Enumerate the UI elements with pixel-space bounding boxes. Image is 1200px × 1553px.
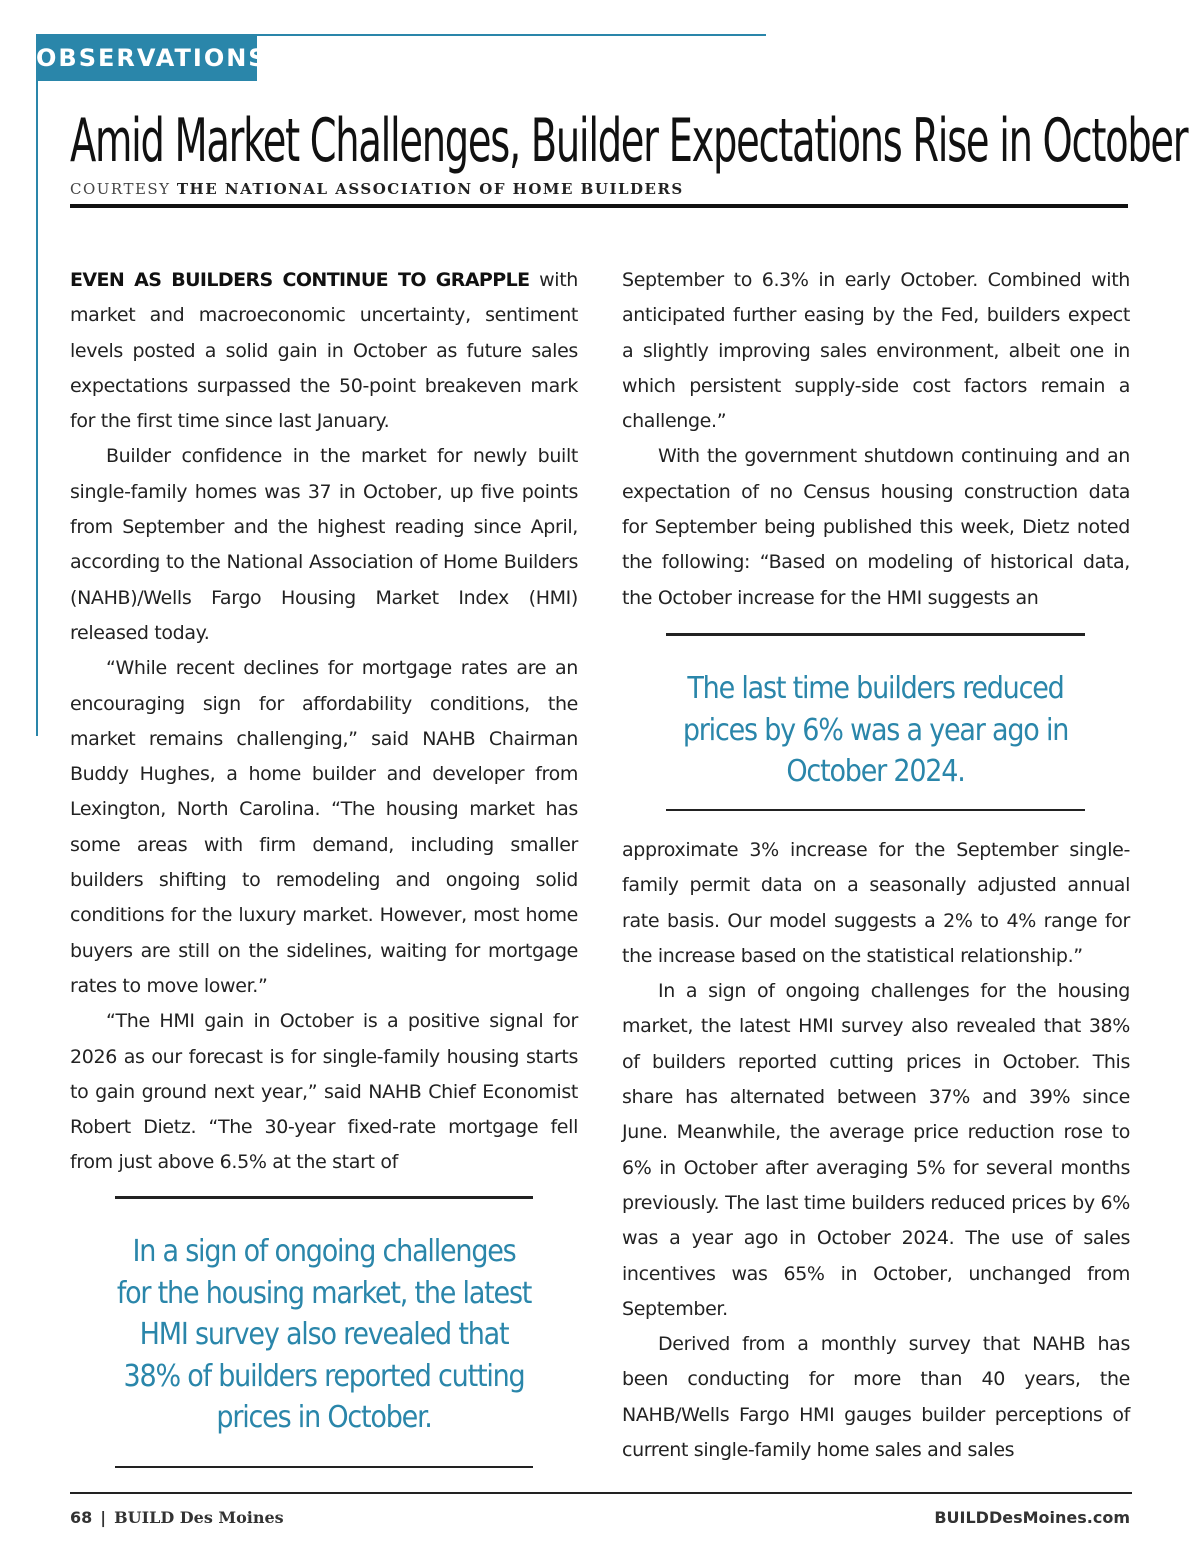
- pull-quote-right: [666, 633, 1085, 811]
- body-paragraph: Builder confidence in the market for newly built single-family homes was 37 in October, up five points from September and the highest reading since April, according to the National Association of Home Builders (NAHB)/Wells Fargo Housing Market Index (HMI) released today.: [70, 445, 578, 644]
- body-paragraph: With the government shutdown continuing and an expectation of no Census housing construction data for September being published this week, Dietz noted the following: “Based on modeling of historical data, the October increase for the HMI suggests an: [622, 445, 1130, 609]
- left-column: [70, 263, 578, 1181]
- side-accent-rule: [36, 34, 38, 736]
- pull-quote-line: 38% of builders reported cutting: [123, 1358, 525, 1394]
- publication-name: BUILD Des Moines: [114, 1508, 284, 1527]
- right-column-bottom: [622, 833, 1130, 1468]
- body-paragraph: approximate 3% increase for the September single-family permit data on a seasonally adjusted annual rate basis. Our model suggests a 2% to 4% range for the increase based on the statistical relationship.”: [622, 839, 1130, 967]
- pull-quote-text: [115, 1231, 533, 1439]
- pull-quote-line: The last time builders reduced: [687, 671, 1064, 706]
- pull-quote-top-rule: [115, 1196, 533, 1199]
- pull-quote-left: [115, 1196, 533, 1468]
- credit-line: [70, 180, 684, 198]
- footer-website: BUILDDesMoines.com: [934, 1508, 1130, 1527]
- pull-quote-bottom-rule: [115, 1466, 533, 1468]
- footer-separator: |: [100, 1508, 107, 1527]
- body-paragraph: “The HMI gain in October is a positive signal for 2026 as our forecast is for single-family housing starts to gain ground next year,” said NAHB Chief Economist Robert Dietz. “The 30-year fixed-rate mortgage fell from just above 6.5% at the start of: [70, 1010, 578, 1174]
- pull-quote-line: HMI survey also revealed that: [139, 1317, 509, 1352]
- body-paragraph: “While recent declines for mortgage rates are an encouraging sign for affordability conditions, the market remains challenging,” said NAHB Chairman Buddy Hughes, a home builder and developer from Lexington, North Carolina. “The housing market has some areas with firm demand, including smaller builders shifting to remodeling and ongoing solid conditions for the luxury market. However, most home buyers are still on the sidelines, waiting for mortgage rates to move lower.”: [70, 657, 578, 997]
- pull-quote-top-rule: [666, 633, 1085, 636]
- headline: Amid Market Challenges, Builder Expectations Rise in October: [70, 106, 1188, 176]
- pull-quote-text: [666, 668, 1085, 793]
- pull-quote-line: In a sign of ongoing challenges: [132, 1234, 516, 1269]
- page-number: 68: [70, 1508, 93, 1527]
- body-paragraph: September to 6.3% in early October. Combined with anticipated further easing by the Fed, builders expect a slightly improving sales environment, albeit one in which persistent supply-side cost factors remain a challenge.”: [622, 269, 1130, 433]
- lead-in: EVEN AS BUILDERS CONTINUE TO GRAPPLE: [70, 269, 530, 291]
- body-paragraph: [70, 263, 578, 439]
- credit-prefix: COURTESY: [70, 180, 171, 198]
- pull-quote-bottom-rule: [666, 809, 1085, 811]
- right-column-top: [622, 263, 1130, 616]
- body-paragraph: Derived from a monthly survey that NAHB has been conducting for more than 40 years, the NAHB/Wells Fargo HMI gauges builder perceptions of current single-family home sales and sales: [622, 1333, 1130, 1462]
- pull-quote-line: prices by 6% was a year ago in: [682, 712, 1069, 748]
- footer-left: [70, 1508, 284, 1527]
- pull-quote-line: for the housing market, the latest: [116, 1275, 532, 1311]
- pull-quote-line: October 2024.: [786, 754, 965, 789]
- pull-quote-line: prices in October.: [216, 1400, 432, 1435]
- footer-rule: [70, 1492, 1132, 1494]
- section-tag: OBSERVATIONS: [36, 36, 257, 81]
- lead-paragraph-text: with market and macroeconomic uncertainty, sentiment levels posted a solid gain in October as future sales expectations surpassed the 50-point breakeven mark for the first time since last January.: [70, 269, 578, 433]
- credit-source: THE NATIONAL ASSOCIATION OF HOME BUILDERS: [176, 180, 684, 198]
- body-paragraph: In a sign of ongoing challenges for the housing market, the latest HMI survey also revealed that 38% of builders reported cutting prices in October. This share has alternated between 37% and 39% since June. Meanwhile, the average price reduction rose to 6% in October after averaging 5% for several months previously. The last time builders reduced prices by 6% was a year ago in October 2024. The use of sales incentives was 65% in October, unchanged from September.: [622, 980, 1130, 1320]
- headline-rule: [70, 204, 1128, 208]
